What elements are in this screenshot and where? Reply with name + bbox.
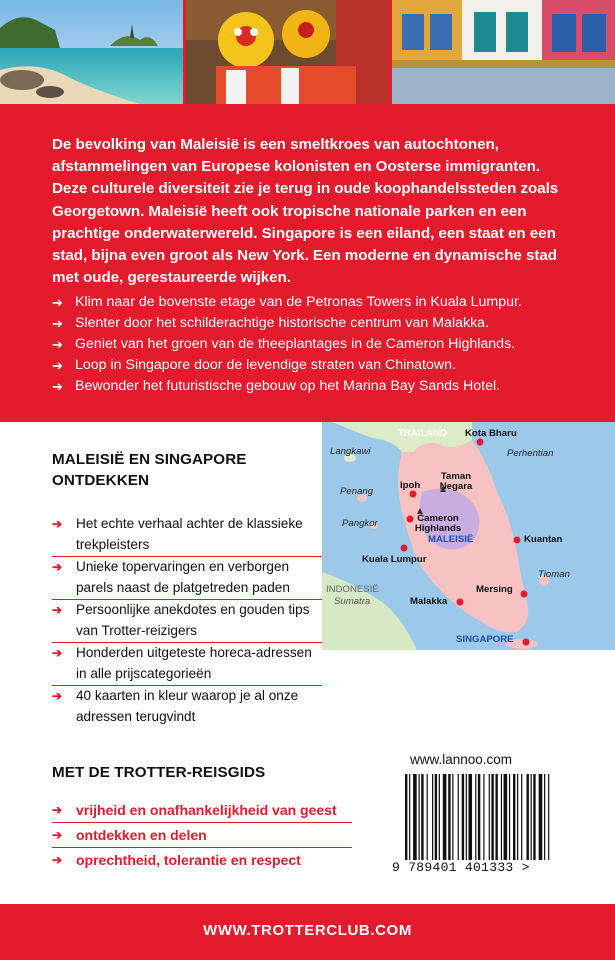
map-dot-malakka (457, 599, 464, 606)
arrow-right-icon: ➔ (52, 828, 63, 842)
map-dot-ipoh (410, 491, 417, 498)
publisher-website: www.lannoo.com (410, 752, 513, 767)
arrow-right-icon: ➔ (52, 560, 63, 574)
barcode (405, 774, 595, 870)
map-malaysia-singapore (322, 422, 615, 650)
map-dot-kota-bharu (477, 439, 484, 446)
feature-item: ➔ Unieke topervaringen en verborgen parels naast de platgetreden paden (52, 557, 322, 600)
map-label-indonesie: INDONESIË (326, 584, 379, 595)
map-dot-singapore (523, 639, 530, 646)
arrow-right-icon: ➔ (52, 517, 63, 531)
intro-paragraph: De bevolking van Maleisië is een smeltkroes van autochtonen, afstammelingen van Europese kolonisten en Oosterse immigranten. Deze culturele diversiteit zie je terug in oude koophandelssteden zoals Georgetown. Maleisië heeft ook tropische nationale parken en een prachtige onderwaterwereld. Singapore is een eiland, een staat en een stad, bijna even groot als New York. Een moderne en dynamische stad met oude, gerestaureerde wijken. (52, 136, 559, 287)
arrow-right-icon: ➔ (52, 295, 63, 310)
feature-item: ➔ Persoonlijke anekdotes en gouden tips van Trotter-reizigers (52, 600, 322, 643)
map-label-kuala-lumpur: Kuala Lumpur (362, 554, 427, 565)
highlight-item: ➔ Klim naar de bovenste etage van de Petronas Towers in Kuala Lumpur. (52, 292, 592, 313)
features-list (52, 514, 322, 728)
arrow-right-icon: ➔ (52, 358, 63, 373)
lion-dance-photo (186, 0, 389, 104)
map-label-taman-negara: Taman Negara (439, 471, 473, 492)
map-label-penang: Penang (340, 486, 374, 497)
map-label-maleisie: MALEISIË (428, 534, 474, 545)
map-label-kota-bharu: Kota Bharu (465, 428, 517, 439)
photo-strip (0, 0, 615, 104)
arrow-right-icon: ➔ (52, 316, 63, 331)
map-label-perhentian: Perhentian (507, 448, 554, 459)
map-label-mersing: Mersing (476, 584, 513, 595)
map-label-tioman: Tioman (538, 569, 570, 580)
highlight-item: ➔ Slenter door het schilderachtige historische centrum van Malakka. (52, 313, 592, 334)
map-label-sumatra: Sumatra (334, 596, 371, 607)
value-item: ➔ vrijheid en onafhankelijkheid van geest (52, 798, 352, 823)
feature-item: ➔ Honderden uitgeteste horeca-adressen in alle prijscategorieën (52, 643, 322, 686)
arrow-right-icon: ➔ (52, 853, 63, 867)
arrow-right-icon: ➔ (52, 689, 63, 703)
arrow-right-icon: ➔ (52, 603, 63, 617)
highlight-item: ➔ Loop in Singapore door de levendige straten van Chinatown. (52, 355, 592, 376)
section-title-trotter: MET DE TROTTER-REISGIDS (52, 764, 266, 781)
map-label-kuantan: Kuantan (524, 534, 563, 545)
footer-website: WWW.TROTTERCLUB.COM (203, 922, 412, 939)
values-list (52, 798, 352, 872)
intro-block (0, 104, 615, 422)
map-label-cameron-highlands: Cameron Highlands (414, 513, 462, 534)
map-dot-kuala-lumpur (401, 545, 408, 552)
beach-photo (0, 0, 183, 104)
highlights-list (52, 292, 592, 397)
map-dot-mersing (521, 591, 528, 598)
map-label-pangkor: Pangkor (342, 518, 378, 529)
map-label-langkawi: Langkawi (330, 446, 371, 457)
map-dot-kuantan (514, 537, 521, 544)
arrow-right-icon: ➔ (52, 337, 63, 352)
map-label-thailand: THAILAND (398, 428, 448, 439)
value-item: ➔ ontdekken en delen (52, 823, 352, 848)
footer-bar (0, 904, 615, 960)
arrow-right-icon: ➔ (52, 803, 63, 817)
arrow-right-icon: ➔ (52, 379, 63, 394)
value-item: ➔ oprechtheid, tolerantie en respect (52, 848, 352, 872)
section-title-discover: MALEISIË EN SINGAPORE ONTDEKKEN (52, 451, 247, 489)
map-label-ipoh: Ipoh (400, 480, 421, 491)
map-label-malakka: Malakka (410, 596, 448, 607)
map-label-singapore: SINGAPORE (456, 634, 514, 645)
shophouses-photo (392, 0, 615, 104)
arrow-right-icon: ➔ (52, 646, 63, 660)
feature-item: ➔ 40 kaarten in kleur waarop je al onze adressen terugvindt (52, 688, 299, 724)
highlight-item: ➔ Geniet van het groen van de theeplantages in de Cameron Highlands. (52, 334, 592, 355)
isbn-number: 9 789401 401333 > (392, 860, 530, 875)
highlight-item: ➔ Bewonder het futuristische gebouw op het Marina Bay Sands Hotel. (52, 376, 592, 397)
feature-item: ➔ Het echte verhaal achter de klassieke trekpleisters (52, 514, 322, 557)
